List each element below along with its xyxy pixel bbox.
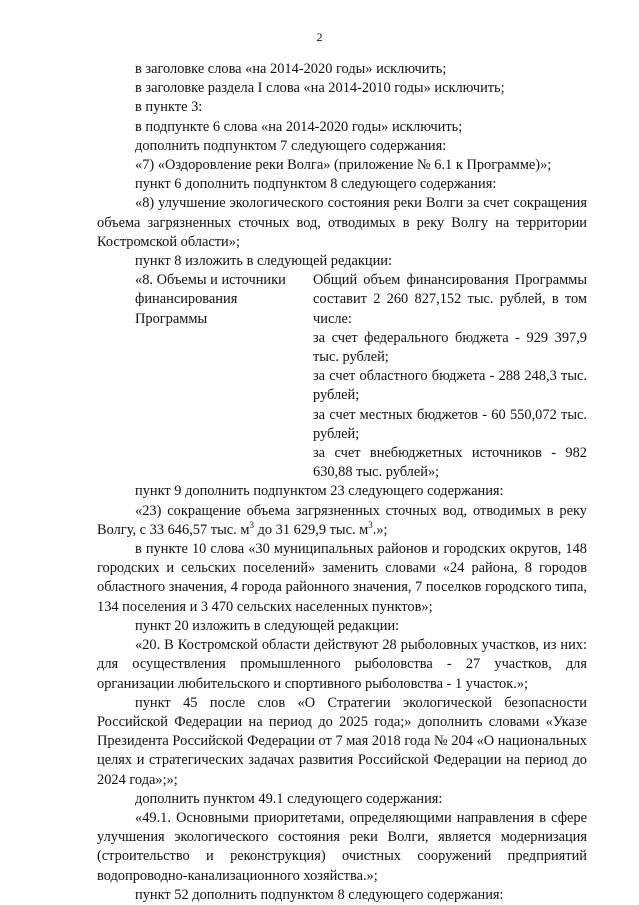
paragraph-point-49-1: дополнить пунктом 49.1 следующего содержания: (135, 790, 443, 807)
page-number: 2 (316, 30, 323, 44)
paragraph-subpoint-23-text (97, 502, 587, 540)
financing-table-label: «8. Объемы и источники финансирования Программы (135, 272, 286, 327)
subpoint-23-part-2: до 31 629,9 тыс. м (253, 521, 369, 538)
cubic-superscript: 3 (368, 520, 373, 531)
paragraph-point-9: пункт 9 дополнить подпунктом 23 следующего содержания: (135, 483, 504, 500)
paragraph-subpoint-8-text: «8) улучшение экологического состояния реки Волги за счет сокращения объема загрязненных сточных вод, отводимых в реку Волгу на территории Костромской области»; (97, 195, 587, 250)
document-body (97, 60, 587, 905)
paragraph-point-49-1-text: «49.1. Основными приоритетами, определяющими направления в сфере улучшения экологического состояния реки Волги, является модернизация (строительство и реконструкция) очистных сооружений предприятий водопроводно-канализационного хозяйства.»; (97, 809, 587, 884)
financing-table (135, 271, 587, 482)
paragraph-point-52: пункт 52 дополнить подпунктом 8 следующего содержания: (135, 886, 504, 903)
financing-regional: за счет областного бюджета - 288 248,3 тыс. рублей; (313, 368, 587, 404)
financing-table-values (313, 271, 587, 482)
subpoint-23-part-1: «23) сокращение объема загрязненных сточных вод, отводимых в реку Волгу, с 33 646,57 тыс. м (97, 502, 587, 538)
paragraph-point-3: в пункте 3: (135, 99, 203, 116)
paragraph-point-20-text: «20. В Костромской области действуют 28 рыболовных участков, из них: для осуществления промышленного рыболовства - 27 участков, для организации любительского и спортивного рыболовства - 1 участок.»; (97, 637, 587, 692)
financing-federal: за счет федерального бюджета - 929 397,9 тыс. рублей; (313, 329, 587, 366)
paragraph-point-20: пункт 20 изложить в следующей редакции: (135, 617, 400, 634)
paragraph-add-subpoint-7: дополнить подпунктом 7 следующего содержания: (135, 137, 447, 154)
financing-total: Общий объем финансирования Программы составит 2 260 827,152 тыс. рублей, в том числе: (313, 272, 587, 327)
paragraph-point-45: пункт 45 после слов «О Стратегии экологической безопасности Российской Федерации на период до 2025 года;» дополнить словами «Указе Президента Российской Федерации от 7 мая 2018 года № 204 «О национальных целях и стратегических задачах развития Российской Федерации на период до 2024 года»;»; (97, 694, 587, 788)
paragraph-point-10: в пункте 10 слова «30 муниципальных районов и городских округов, 148 городских и сельских поселений» заменить словами «24 района, 8 городов областного значения, 4 города районного значения, 7 поселков городского типа, 134 поселения и 3 470 сельских населенных пунктов»; (97, 541, 587, 615)
paragraph-point-8: пункт 8 изложить в следующей редакции: (135, 253, 392, 270)
financing-local: за счет местных бюджетов - 60 550,072 тыс. рублей; (313, 406, 587, 442)
paragraph-subpoint-7-text: «7) «Оздоровление реки Волга» (приложение № 6.1 к Программе)»; (135, 157, 552, 174)
paragraph-heading-years: в заголовке слова «на 2014-2020 годы» исключить; (135, 61, 447, 77)
cubic-superscript: 3 (249, 520, 254, 531)
paragraph-subpoint-6: в подпункте 6 слова «на 2014-2020 годы» исключить; (135, 118, 463, 135)
paragraph-point-6: пункт 6 дополнить подпунктом 8 следующего содержания: (135, 176, 497, 193)
subpoint-23-part-3: .»; (372, 521, 388, 538)
financing-extrabudgetary: за счет внебюджетных источников - 982 630,88 тыс. рублей»; (313, 445, 587, 481)
paragraph-section-heading: в заголовке раздела I слова «на 2014-2010 годы» исключить; (135, 80, 505, 97)
